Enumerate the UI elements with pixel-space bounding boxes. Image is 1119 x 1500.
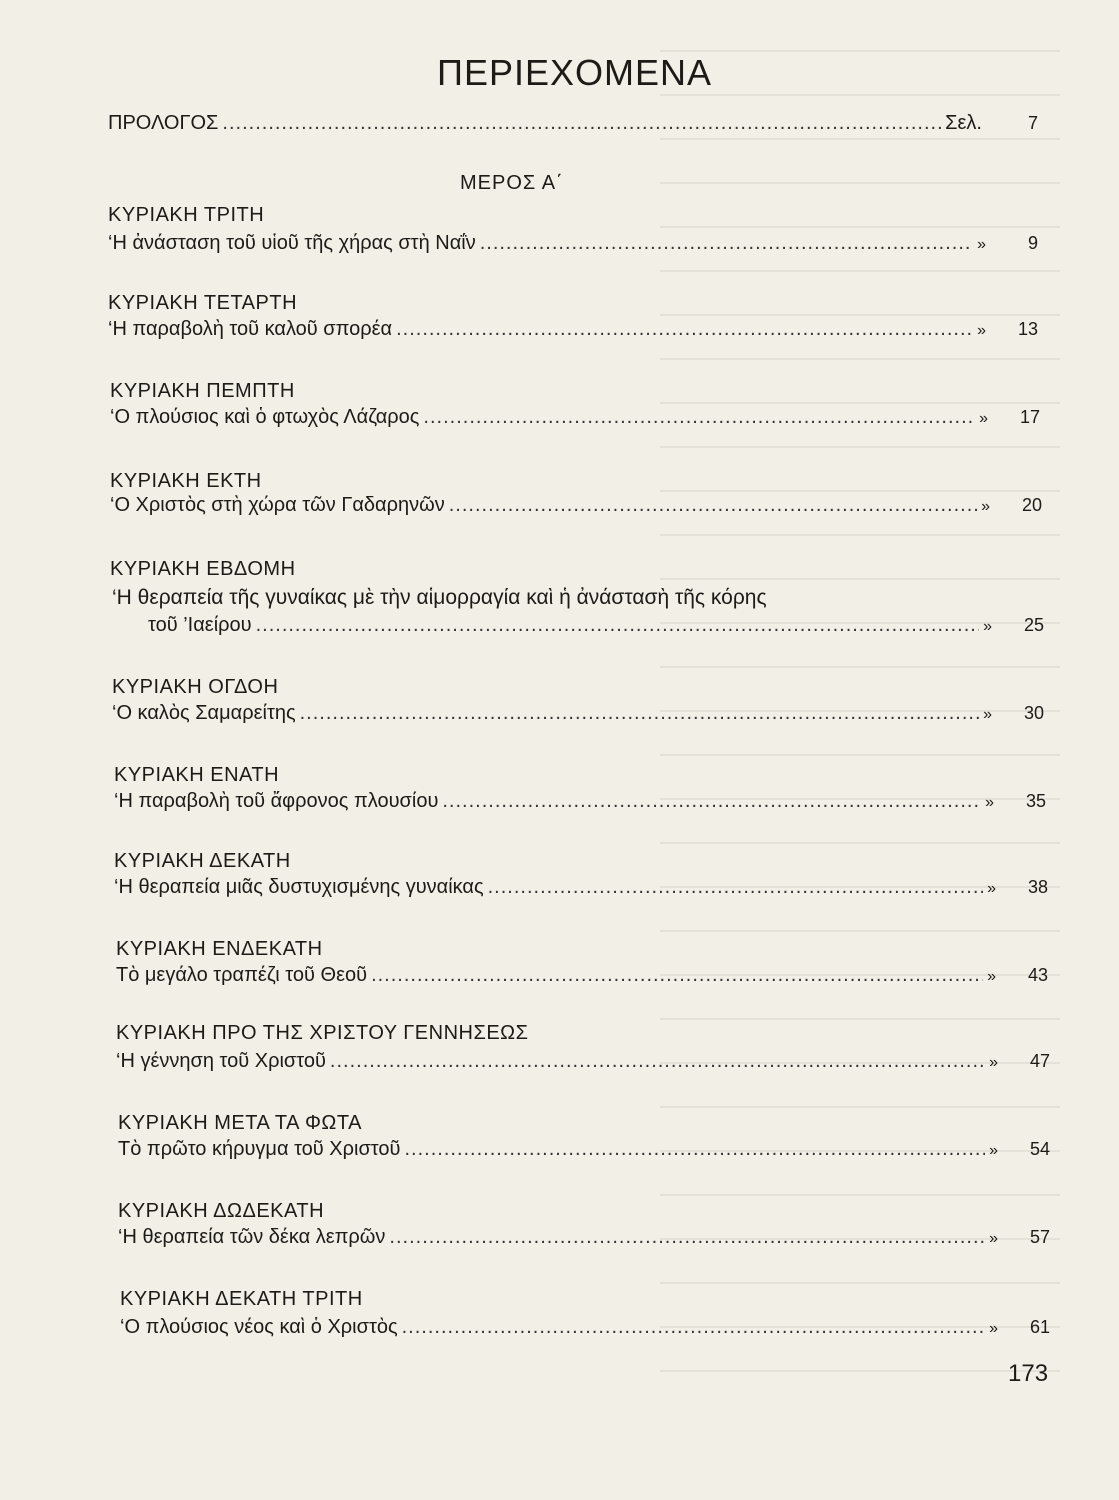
entry-heading: ΚΥΡΙΑΚΗ ΟΓΔΟΗ [112, 676, 279, 698]
entry-heading: ΚΥΡΙΑΚΗ ΠΕΜΠΤΗ [110, 380, 295, 402]
entry-title: ‘Η θεραπεία τῶν δέκα λεπρῶν [118, 1226, 386, 1248]
leader-dots [488, 876, 983, 899]
leader-dots [449, 494, 977, 517]
entry-title: ‘Η ἀνάσταση τοῦ υἱοῦ τῆς χήρας στὴ Ναΐν [108, 232, 476, 254]
leader-dots [330, 1050, 985, 1073]
ditto-mark: » [987, 968, 996, 985]
page-ref: 30 [1023, 703, 1044, 723]
entry-heading: ΚΥΡΙΑΚΗ ΕΚΤΗ [110, 470, 262, 492]
leader-dots [396, 318, 973, 341]
leader-dots [442, 790, 981, 813]
leader-dots [402, 1316, 985, 1339]
ditto-mark: » [989, 1142, 998, 1159]
entry-heading: ΚΥΡΙΑΚΗ ΔΩΔΕΚΑΤΗ [118, 1200, 325, 1222]
ditto-mark: » [989, 1054, 998, 1071]
entry-title-line1: ‘Η θεραπεία τῆς γυναίκας μὲ τὴν αἱμορραγία καὶ ἡ ἀνάστασὴ τῆς κόρης [112, 586, 767, 609]
toc-row [108, 232, 1038, 255]
page-ref: 35 [1025, 791, 1046, 811]
ditto-mark: » [983, 618, 992, 635]
ditto-mark: » [979, 410, 988, 427]
toc-row [110, 406, 1040, 429]
toc-row [112, 702, 1044, 725]
ditto-mark: » [981, 498, 990, 515]
toc-row [148, 614, 1044, 637]
entry-heading: ΚΥΡΙΑΚΗ ΠΡΟ ΤΗΣ ΧΡΙΣΤΟΥ ΓΕΝΝΗΣΕΩΣ [116, 1022, 529, 1044]
entry-heading: ΚΥΡΙΑΚΗ ΔΕΚΑΤΗ [114, 850, 291, 872]
part-heading: ΜΕΡΟΣ Α΄ [460, 172, 564, 194]
entry-title: ‘Η παραβολὴ τοῦ ἄφρονος πλουσίου [114, 790, 439, 812]
entry-title: ‘Ο πλούσιος καὶ ὁ φτωχὸς Λάζαρος [110, 406, 420, 428]
page-ref: 9 [1027, 233, 1038, 253]
leader-dots [404, 1138, 985, 1161]
entry-heading: ΚΥΡΙΑΚΗ ΤΕΤΑΡΤΗ [108, 292, 298, 314]
toc-row [116, 1050, 1050, 1073]
ditto-mark: » [989, 1230, 998, 1247]
toc-row [116, 964, 1048, 987]
leader-dots [300, 702, 979, 725]
ditto-mark: » [977, 236, 986, 253]
page-number: 173 [1008, 1360, 1049, 1387]
leader-dots [371, 964, 983, 987]
page-ref: 20 [1021, 495, 1042, 515]
toc-row [118, 1226, 1050, 1249]
toc-row-prologue [108, 112, 1038, 135]
ditto-mark: » [987, 880, 996, 897]
page-ref: 54 [1029, 1139, 1050, 1159]
page-title: ΠΕΡΙΕΧΟΜΕΝΑ [436, 52, 713, 93]
page-ref: 13 [1017, 319, 1038, 339]
leader-dots [423, 406, 975, 429]
page-ref: 47 [1029, 1051, 1050, 1071]
toc-row [110, 494, 1042, 517]
entry-title: ‘Ο πλούσιος νέος καὶ ὁ Χριστὸς [120, 1316, 398, 1338]
entry-heading: ΚΥΡΙΑΚΗ ΕΝΑΤΗ [114, 764, 280, 786]
page-ref: 17 [1019, 407, 1040, 427]
ditto-mark: » [983, 706, 992, 723]
leader-dots [480, 232, 973, 255]
leader-dots [389, 1226, 985, 1249]
toc-row [118, 1138, 1050, 1161]
page-ref: 25 [1023, 615, 1044, 635]
entry-heading: ΚΥΡΙΑΚΗ ΤΡΙΤΗ [108, 204, 265, 226]
page-ref: 57 [1029, 1227, 1050, 1247]
ditto-mark: » [977, 322, 986, 339]
toc-row [120, 1316, 1050, 1339]
leader-dots [256, 614, 980, 637]
page-ref: 43 [1027, 965, 1048, 985]
page-ref: 38 [1027, 877, 1048, 897]
entry-heading: ΚΥΡΙΑΚΗ ΜΕΤΑ ΤΑ ΦΩΤΑ [118, 1112, 362, 1134]
ditto-mark: » [985, 794, 994, 811]
page-ref: 61 [1029, 1317, 1050, 1337]
entry-title: τοῦ ’Ιαείρου [148, 614, 252, 636]
entry-title: ‘Ο καλὸς Σαμαρείτης [112, 702, 296, 724]
entry-title: Τὸ πρῶτο κήρυγμα τοῦ Χριστοῦ [118, 1138, 401, 1160]
leader-dots [222, 112, 941, 135]
entry-title: ‘Η γέννηση τοῦ Χριστοῦ [116, 1050, 326, 1072]
entry-title: ‘Η παραβολὴ τοῦ καλοῦ σπορέα [108, 318, 393, 340]
ditto-mark: » [989, 1320, 998, 1337]
toc-label: ΠΡΟΛΟΓΟΣ [108, 112, 219, 134]
entry-heading: ΚΥΡΙΑΚΗ ΔΕΚΑΤΗ ΤΡΙΤΗ [120, 1288, 363, 1310]
entry-title: ‘Η θεραπεία μιᾶς δυστυχισμένης γυναίκας [114, 876, 484, 898]
sel-label: Σελ. [945, 112, 982, 134]
page-ref: 7 [1027, 113, 1038, 133]
entry-title: Τὸ μεγάλο τραπέζι τοῦ Θεοῦ [116, 964, 368, 986]
entry-title: ‘Ο Χριστὸς στὴ χώρα τῶν Γαδαρηνῶν [110, 494, 445, 516]
toc-row [114, 876, 1048, 899]
entry-heading: ΚΥΡΙΑΚΗ ΕΝΔΕΚΑΤΗ [116, 938, 323, 960]
toc-row [108, 318, 1038, 341]
toc-row [114, 790, 1046, 813]
entry-heading: ΚΥΡΙΑΚΗ ΕΒΔΟΜΗ [110, 558, 296, 580]
